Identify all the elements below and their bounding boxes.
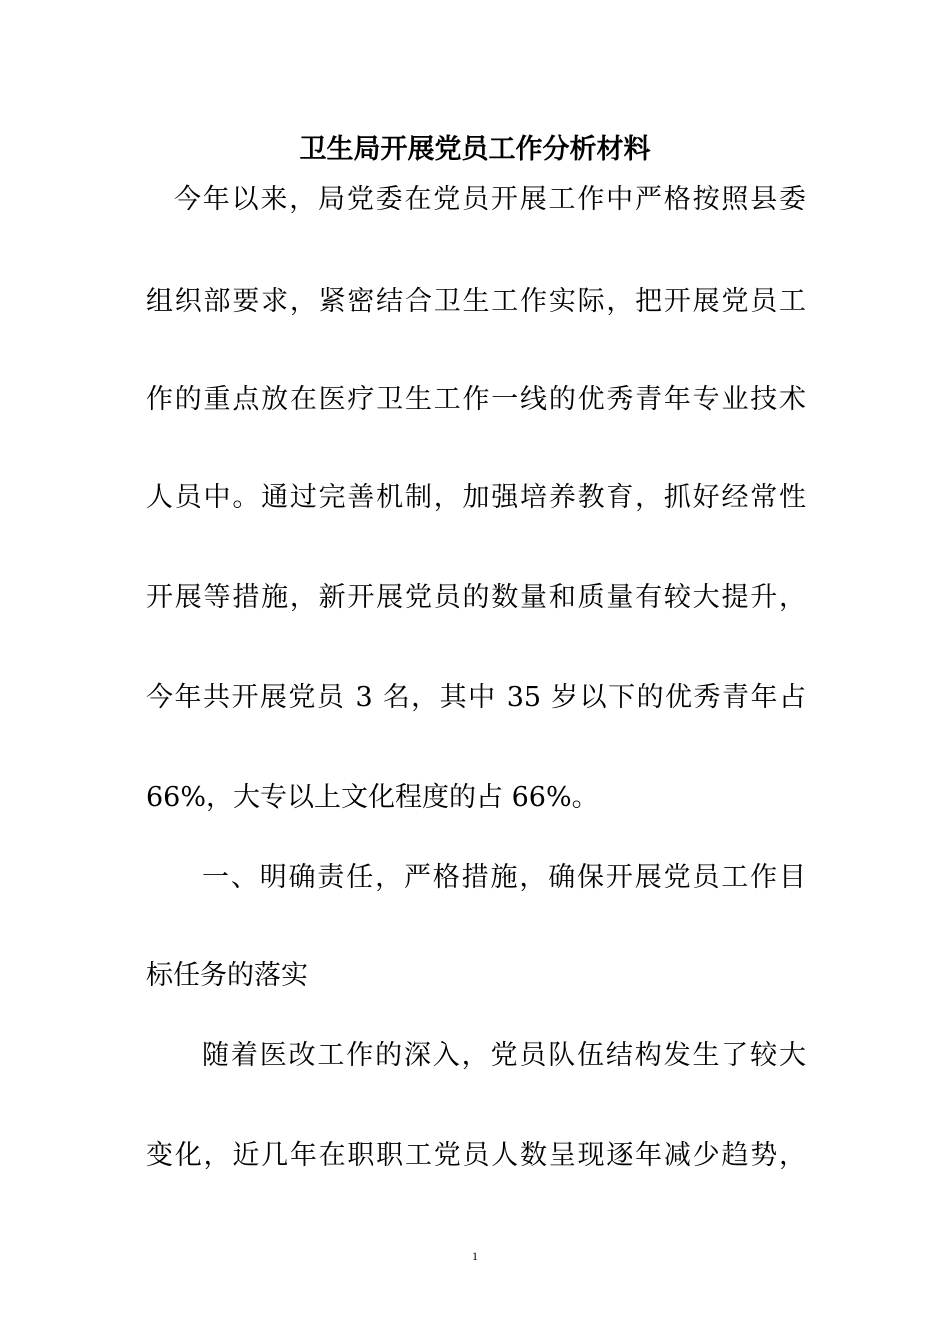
paragraph-line: 66%，大专以上文化程度的占 66%。 xyxy=(146,782,599,813)
paragraph-line: 开展等措施，新开展党员的数量和质量有较大提升， xyxy=(146,582,806,613)
paragraph-line: 变化，近几年在职职工党员人数呈现逐年减少趋势， xyxy=(146,1140,806,1171)
page-number: 1 xyxy=(472,1249,478,1263)
document-title: 卫生局开展党员工作分析材料 xyxy=(299,134,651,165)
paragraph-line: 今年共开展党员 3 名，其中 35 岁以下的优秀青年占 xyxy=(146,682,806,713)
section-heading-line: 标任务的落实 xyxy=(146,960,308,991)
paragraph-line: 组织部要求，紧密结合卫生工作实际，把开展党员工 xyxy=(146,286,806,317)
section-heading-line: 一、明确责任，严格措施，确保开展党员工作目 xyxy=(202,862,806,893)
paragraph-line: 作的重点放在医疗卫生工作一线的优秀青年专业技术 xyxy=(146,384,806,415)
paragraph-line: 随着医改工作的深入，党员队伍结构发生了较大 xyxy=(202,1040,806,1071)
paragraph-line: 今年以来，局党委在党员开展工作中严格按照县委 xyxy=(174,184,806,215)
paragraph-line: 人员中。通过完善机制，加强培养教育，抓好经常性 xyxy=(146,482,806,513)
